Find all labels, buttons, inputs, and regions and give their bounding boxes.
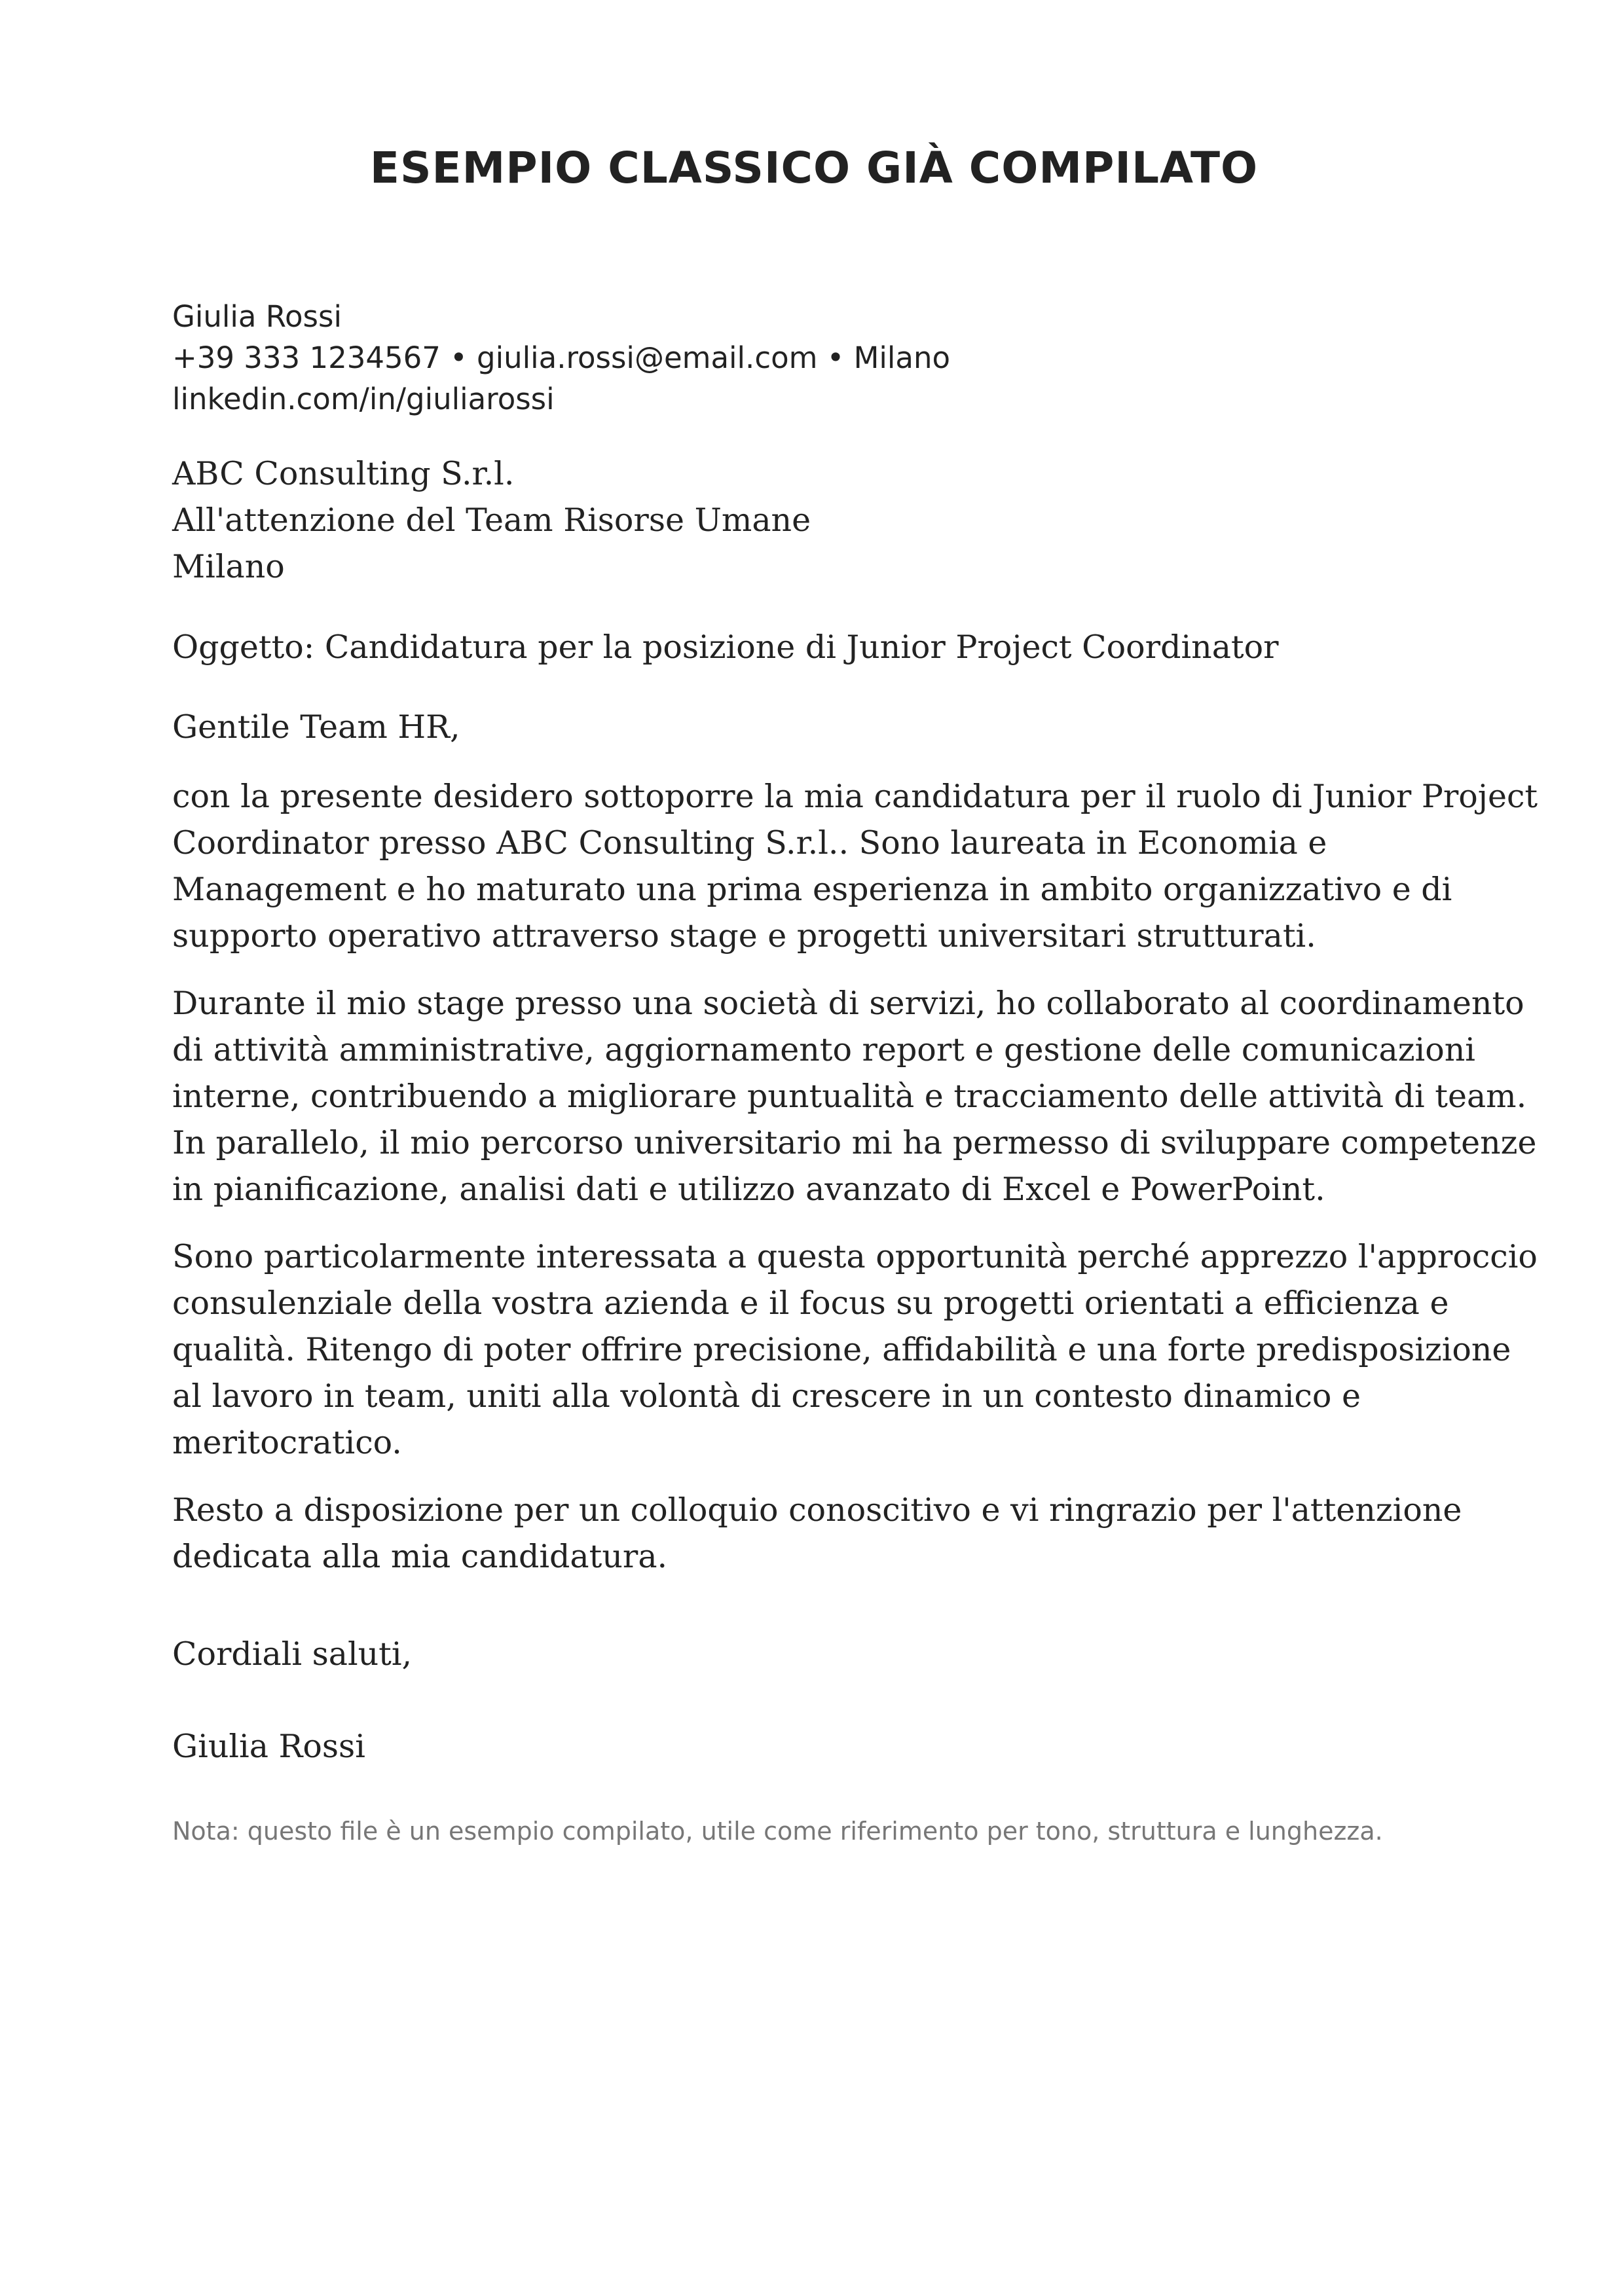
sender-name: Giulia Rossi — [172, 299, 342, 334]
paragraph-line: in pianificazione, analisi dati e utilizzo avanzato di Excel e PowerPoint. — [172, 1171, 1325, 1208]
sender-block — [172, 296, 950, 420]
paragraph-line: interne, contribuendo a migliorare puntualità e tracciamento delle attività di team. — [172, 1078, 1527, 1115]
paragraph-line: al lavoro in team, uniti alla volontà di crescere in un contesto dinamico e — [172, 1377, 1361, 1415]
body-paragraph-2 — [172, 980, 1537, 1212]
paragraph-line: con la presente desidero sottoporre la mia candidatura per il ruolo di Junior Project — [172, 778, 1538, 815]
document-title: ESEMPIO CLASSICO GIÀ COMPILATO — [369, 143, 1259, 193]
recipient-city: Milano — [172, 548, 285, 585]
paragraph-line: di attività amministrative, aggiornamento report e gestione delle comunicazioni — [172, 1031, 1475, 1068]
paragraph-line: meritocratico. — [172, 1424, 402, 1461]
sender-contact: +39 333 1234567 • giulia.rossi@email.com • Milano — [172, 340, 951, 375]
paragraph-line: In parallelo, il mio percorso universitario mi ha permesso di sviluppare competenze — [172, 1124, 1537, 1161]
letter-greeting: Gentile Team HR, — [172, 708, 460, 746]
paragraph-line: supporto operativo attraverso stage e progetti universitari strutturati. — [172, 917, 1316, 955]
footnote: Nota: questo file è un esempio compilato, utile come riferimento per tono, struttura e lunghezza. — [172, 1817, 1383, 1846]
sender-linkedin: linkedin.com/in/giuliarossi — [172, 382, 555, 416]
paragraph-line: Management e ho maturato una prima esperienza in ambito organizzativo e di — [172, 871, 1452, 908]
letter-subject: Oggetto: Candidatura per la posizione di Junior Project Coordinator — [172, 629, 1279, 666]
body-paragraph-3 — [172, 1233, 1538, 1466]
paragraph-line: Sono particolarmente interessata a questa opportunità perché apprezzo l'approccio — [172, 1238, 1538, 1275]
letter-closing: Cordiali saluti, — [172, 1635, 413, 1673]
paragraph-line: consulenziale della vostra azienda e il focus su progetti orientati a efficienza e — [172, 1285, 1449, 1322]
recipient-attention: All'attenzione del Team Risorse Umane — [172, 501, 811, 539]
paragraph-line: dedicata alla mia candidatura. — [172, 1538, 668, 1575]
paragraph-line: qualità. Ritengo di poter offrire precisione, affidabilità e una forte predisposizione — [172, 1331, 1511, 1368]
paragraph-line: Coordinator presso ABC Consulting S.r.l.. Sono laureata in Economia e — [172, 824, 1327, 862]
recipient-block — [172, 450, 811, 590]
recipient-company: ABC Consulting S.r.l. — [172, 455, 515, 492]
paragraph-line: Durante il mio stage presso una società di servizi, ho collaborato al coordinamento — [172, 985, 1524, 1022]
letter-signature: Giulia Rossi — [172, 1728, 365, 1765]
body-paragraph-1 — [172, 773, 1538, 959]
body-paragraph-4 — [172, 1487, 1475, 1580]
paragraph-line: Resto a disposizione per un colloquio conoscitivo e vi ringrazio per l'attenzione — [172, 1491, 1462, 1529]
